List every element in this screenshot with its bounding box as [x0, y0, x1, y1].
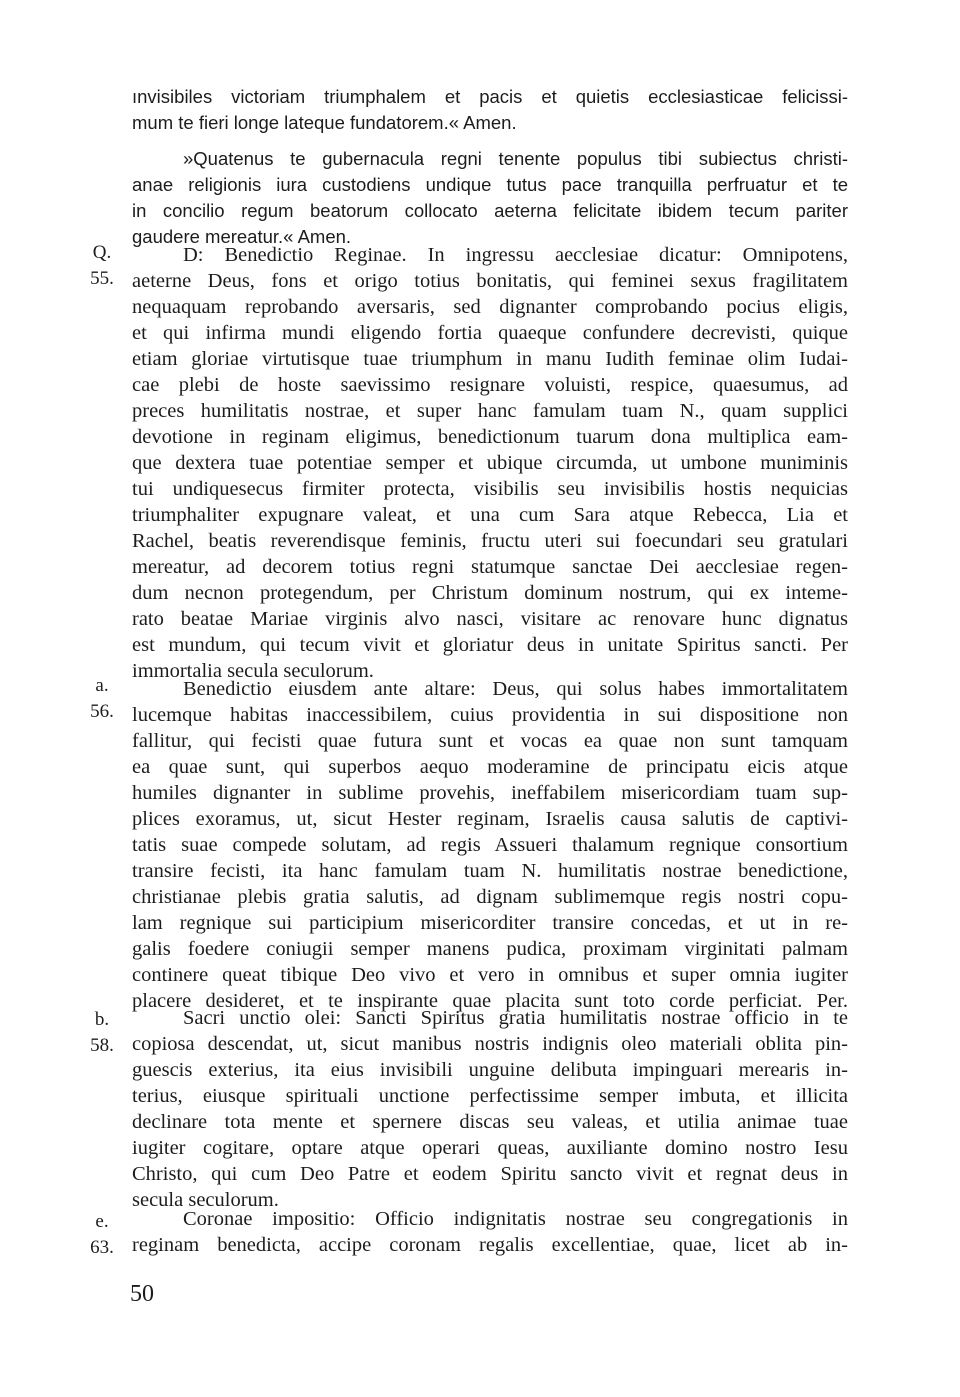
text-line: tatis suae compede solutam, ad regis Assueri thalamum regnique consortium: [132, 834, 848, 856]
margin-note: Q.: [92, 242, 112, 263]
text-line: plices exoramus, ut, sicut Hester reginam, Israelis causa salutis de captivi-: [132, 808, 848, 830]
text-line: mum te fieri longe lateque fundatorem.« Amen.: [132, 112, 517, 133]
text-line: Sacri unctio olei: Sancti Spiritus gratia humilitatis nostrae officio in te: [183, 1007, 848, 1029]
text-line: Coronae impositio: Officio indignitatis nostrae seu congregationis in: [183, 1208, 848, 1230]
text-line: tui undiquesecus firmiter protecta, visibilis seu invisibilis hostis nequicias: [132, 478, 848, 500]
text-line: ınvisibiles victoriam triumphalem et pacis et quietis ecclesiasticae felicissi-: [132, 86, 848, 107]
text-line: fallitur, qui fecisti quae futura sunt et vocas ea quae non sunt tamquam: [132, 730, 848, 752]
text-line: ea quae sunt, qui superbos aequo moderamine de principatu eicis atque: [132, 756, 848, 778]
text-line: dum necnon protegendum, per Christum dominum nostrum, qui ex inteme-: [132, 582, 848, 604]
text-line: triumphaliter expugnare valeat, et una cum Sara atque Rebecca, Lia et: [132, 504, 848, 526]
text-line: galis foedere coniugii semper manens pudica, proximam virginitati palmam: [132, 938, 848, 960]
text-line: que dextera tuae potentiae semper et ubique circumda, ut umbone muniminis: [132, 452, 848, 474]
text-line: Christo, qui cum Deo Patre et eodem Spiritu sancto vivit et regnat deus in: [132, 1163, 848, 1185]
text-line: aeterne Deus, fons et origo totius bonitatis, qui feminei sexus fragilitatem: [132, 270, 848, 292]
text-line: transire fecisti, ita hanc famulam tuam N. humilitatis nostrae benedictione,: [132, 860, 848, 882]
text-line: copiosa descendat, ut, sicut manibus nostris indignis oleo materiali oblita pin-: [132, 1033, 848, 1055]
text-line: devotione in reginam eligimus, benedictionum tuarum dona multiplica eam-: [132, 426, 848, 448]
page-number: 50: [130, 1281, 154, 1307]
text-line: lucemque habitas inaccessibilem, cuius providentia in sui dispositione non: [132, 704, 848, 726]
text-line: iugiter cogitare, optare atque operari queas, auxiliante domino nostro Iesu: [132, 1137, 848, 1159]
text-line: cae plebi de hoste saevissimo resignare voluisti, respice, quaesumus, ad: [132, 374, 848, 396]
text-line: declinare tota mente et spernere discas seu valeas, et utilia animae tuae: [132, 1111, 848, 1133]
text-line: continere queat tibique Deo vivo et vero in omnibus et super omnia iugiter: [132, 964, 848, 986]
margin-note: b.: [94, 1009, 110, 1030]
margin-note: 55.: [90, 268, 114, 289]
text-line: rato beatae Mariae virginis alvo nasci, visitare ac renovare hunc dignatus: [132, 608, 848, 630]
text-line: secula seculorum.: [132, 1189, 279, 1211]
text-line: mereatur, ad decorem totius regni statumque sanctae Dei aecclesiae regen-: [132, 556, 848, 578]
text-line: in concilio regum beatorum collocato aeterna felicitate ibidem tecum pariter: [132, 200, 848, 221]
text-line: lam regnique sui participium misericorditer transire concedas, et ut in re-: [132, 912, 848, 934]
text-line: guescis exterius, ita eius invisibili unguine delibuta impinguari merearis in-: [132, 1059, 848, 1081]
text-line: terius, eiusque spirituali unctione perfectissime semper imbuta, et illicita: [132, 1085, 848, 1107]
text-line: D: Benedictio Reginae. In ingressu aecclesiae dicatur: Omnipotens,: [183, 244, 848, 266]
margin-note: 56.: [90, 701, 114, 722]
text-line: etiam gloriae virtutisque tuae triumphum in manu Iudith feminae olim Iudai-: [132, 348, 848, 370]
text-line: reginam benedicta, accipe coronam regalis excellentiae, quae, licet ab in-: [132, 1234, 848, 1256]
text-line: nequaquam reprobando aversaris, sed dignanter comprobando pocius eligis,: [132, 296, 848, 318]
text-line: christianae plebis gratia salutis, ad dignam sublimemque regis nostri copu-: [132, 886, 848, 908]
margin-note: 58.: [90, 1035, 114, 1056]
text-line: immortalia secula seculorum.: [132, 660, 374, 682]
margin-note: e.: [95, 1211, 109, 1232]
text-line: Rachel, beatis reverendisque feminis, fructu uteri sui foecundari seu gratulari: [132, 530, 848, 552]
text-line: placere desideret, et te inspirante quae placita sunt toto corde perficiat. Per.: [132, 990, 848, 1012]
text-line: anae religionis iura custodiens undique tutus pace tranquilla perfruatur et te: [132, 174, 848, 195]
text-line: est mundum, qui tecum vivit et gloriatur deus in unitate Spiritus sancti. Per: [132, 634, 848, 656]
text-line: humiles dignanter in sublime provehis, ineffabilem misericordiam tuam sup-: [132, 782, 848, 804]
text-line: »Quatenus te gubernacula regni tenente populus tibi subiectus christi-: [183, 148, 848, 169]
text-line: preces humilitatis nostrae, et super hanc famulam tuam N., quam supplici: [132, 400, 848, 422]
text-line: gaudere mereatur.« Amen.: [132, 226, 352, 247]
text-line: Benedictio eiusdem ante altare: Deus, qui solus habes immortalitatem: [183, 678, 848, 700]
margin-note: 63.: [90, 1237, 114, 1258]
margin-note: a.: [95, 675, 109, 696]
text-line: et qui infirma mundi eligendo fortia quaeque confundere decrevisti, quique: [132, 322, 848, 344]
